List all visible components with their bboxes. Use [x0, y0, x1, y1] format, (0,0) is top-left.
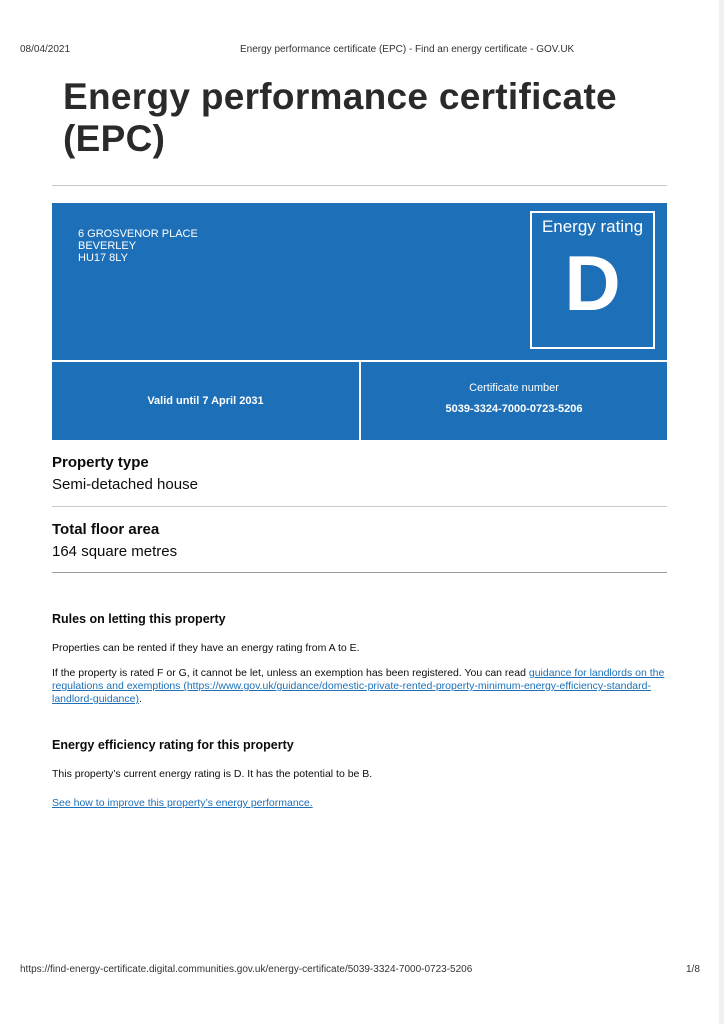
energy-rating-label: Energy rating [541, 217, 644, 236]
divider [52, 506, 667, 507]
floor-area-value: 164 square metres [52, 543, 178, 560]
letting-exemption-suffix: . [138, 693, 142, 705]
letting-exemption-prefix: If the property is rated F or G, it cannot be let, unless an exemption has been registered. You can read [52, 667, 529, 679]
landlord-guidance-url: (https://www.gov.uk/guidance/domestic-private-rented-property-minimum-energy-efficiency-standard-landlord-guidance) [52, 680, 651, 705]
page-number: 1/8 [686, 964, 700, 975]
address-line: BEVERLEY [78, 240, 137, 252]
certificate-number-label: Certificate number [469, 382, 559, 394]
divider [52, 185, 667, 186]
page-title: Energy performance certificate (EPC) [63, 76, 617, 159]
property-type-label: Property type [52, 454, 149, 471]
certificate-number-block [361, 362, 667, 440]
efficiency-text: This property’s current energy rating is D. It has the potential to be B. [52, 768, 373, 780]
footer-url: https://find-energy-certificate.digital.communities.gov.uk/energy-certificate/5039-3324-7000-0723-5206 [20, 964, 473, 975]
address-line: 6 GROSVENOR PLACE [78, 228, 198, 240]
address-line: HU17 8LY [78, 252, 128, 264]
improve-performance-link[interactable]: See how to improve this property’s energy performance. [52, 797, 313, 809]
efficiency-heading: Energy efficiency rating for this property [52, 738, 294, 752]
energy-rating-box [530, 211, 655, 349]
valid-until [52, 362, 359, 440]
print-title: Energy performance certificate (EPC) - Find an energy certificate - GOV.UK [240, 44, 575, 55]
floor-area-label: Total floor area [52, 521, 160, 538]
certificate-number: 5039-3324-7000-0723-5206 [445, 403, 583, 415]
letting-exemption-text [52, 667, 667, 706]
letting-rules-text: Properties can be rented if they have an energy rating from A to E. [52, 642, 360, 654]
divider [52, 572, 667, 573]
valid-until-text: Valid until 7 April 2031 [147, 395, 264, 407]
energy-rating-letter: D [564, 239, 621, 327]
property-type-value: Semi-detached house [52, 476, 198, 493]
epc-summary-panel [52, 203, 667, 440]
print-date: 08/04/2021 [20, 44, 71, 55]
letting-rules-heading: Rules on letting this property [52, 612, 226, 626]
landlord-guidance-link-text: guidance for landlords on the regulations and exemptions [52, 667, 665, 692]
page-edge [719, 0, 724, 1024]
property-address [78, 228, 198, 264]
